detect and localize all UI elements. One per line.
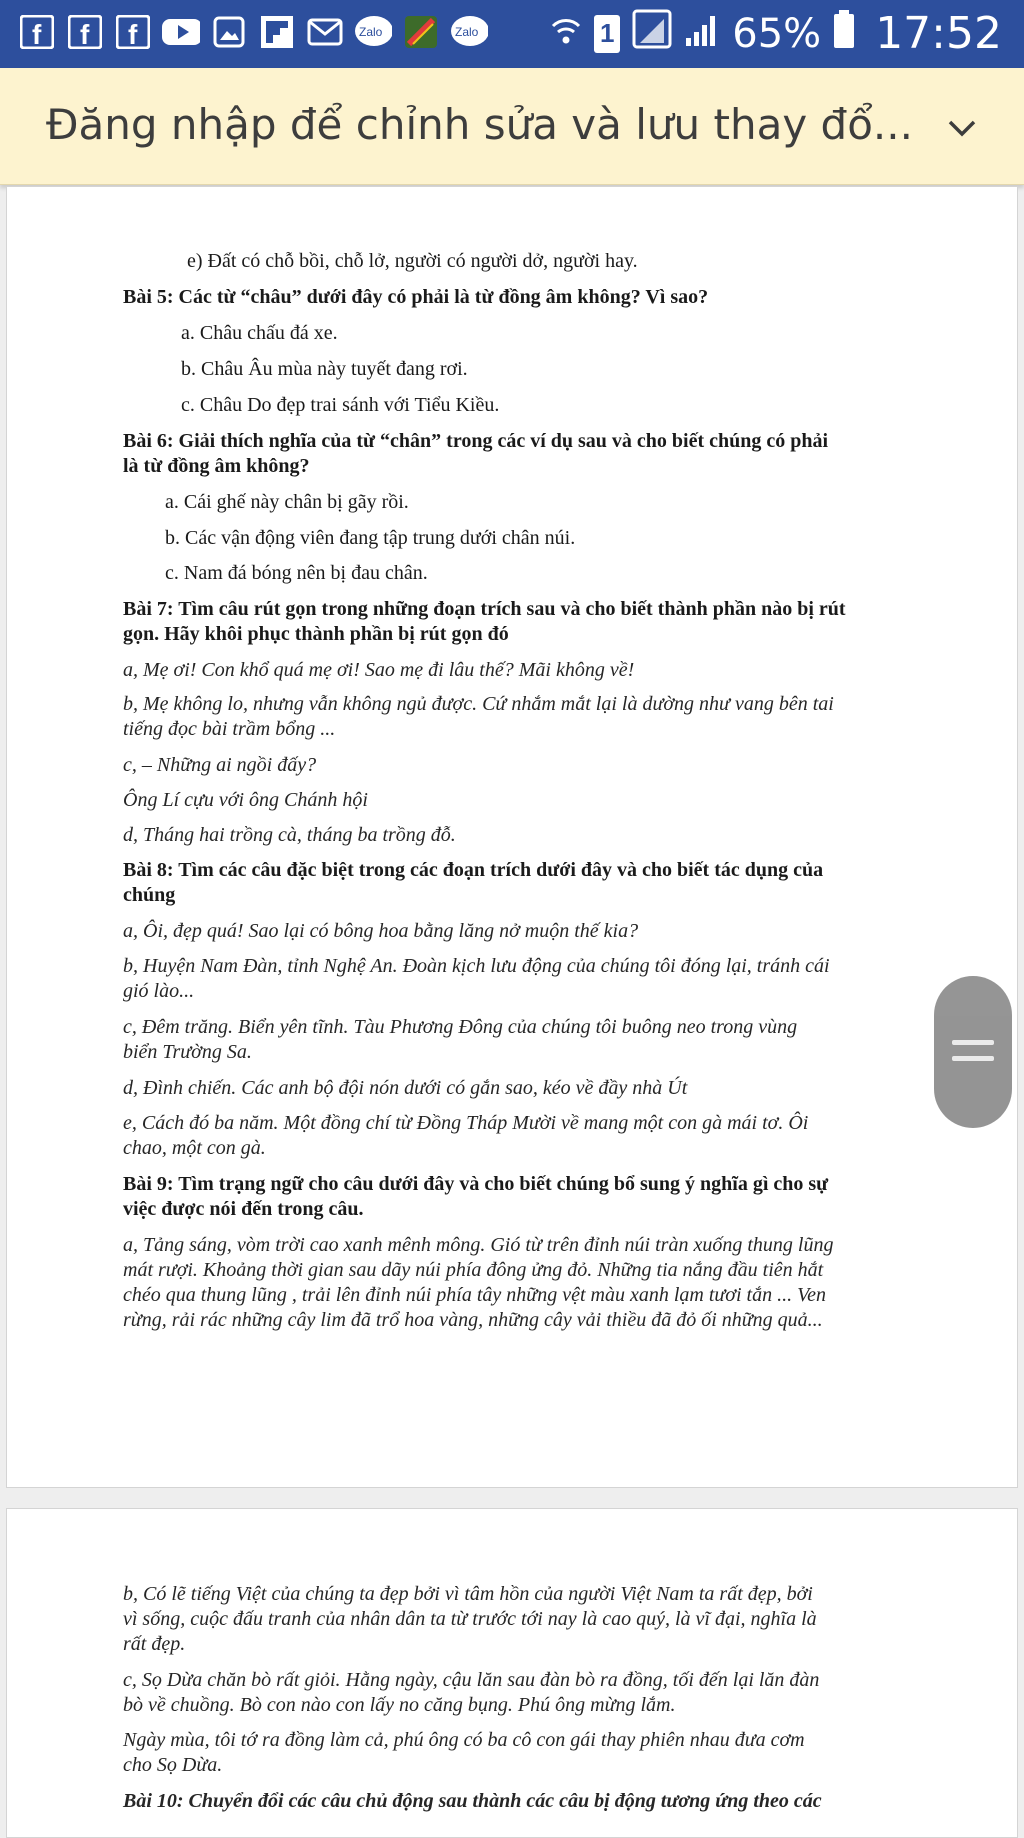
heading-bai-9: Bài 9: Tìm trạng ngữ cho câu dưới đây và cho biết chúng bổ sung ý nghĩa gì cho sự [123,1173,829,1195]
excerpt-line: a, Ôi, đẹp quá! Sao lại có bông hoa bằng lăng nở muộn thế kia? [123,920,639,942]
scroll-handle[interactable] [934,976,1012,1128]
line-e: e) Đất có chỗ bồi, chỗ lở, người có người dở, người hay. [187,250,638,272]
excerpt-line: e, Cách đó ba năm. Một đồng chí từ Đồng Tháp Mười về mang một con gà mái tơ. Ôi [123,1112,809,1134]
clock: 17:52 [875,8,1002,59]
heading-bai-8-cont: chúng [123,884,176,906]
heading-bai-5: Bài 5: Các từ “châu” dưới đây có phải là từ đồng âm không? Vì sao? [123,286,709,308]
list-item: c. Châu Do đẹp trai sánh với Tiểu Kiều. [181,394,500,416]
app-icon [402,12,440,52]
system-status [550,8,1002,59]
excerpt-line: tiếng đọc bài trầm bổng ... [123,718,336,740]
list-item: a. Cái ghế này chân bị gãy rồi. [165,491,409,513]
excerpt-line: vì sống, cuộc đấu tranh của nhân dân ta từ trước tới nay là cao quý, là vĩ đại, nghĩa là [123,1608,817,1630]
zalo-icon [450,12,488,52]
gmail-icon [306,12,344,52]
excerpt-line: rất đẹp. [123,1633,186,1655]
excerpt-line: Ông Lí cựu với ông Chánh hội [123,789,368,811]
list-item: a. Châu chấu đá xe. [181,322,338,344]
facebook-icon [66,12,104,52]
heading-bai-6: Bài 6: Giải thích nghĩa của từ “chân” trong các ví dụ sau và cho biết chúng có phải [123,430,829,452]
list-item: c. Nam đá bóng nên bị đau chân. [165,562,428,584]
excerpt-line: bò về chuồng. Bò con nào con lấy no căng bụng. Phú ông mừng lắm. [123,1694,676,1716]
excerpt-line: gió lào... [123,980,195,1002]
excerpt-line: chao, một con gà. [123,1137,266,1159]
heading-bai-7-cont: gọn. Hãy khôi phục thành phần bị rút gọn đó [123,623,509,645]
excerpt-line: c, – Những ai ngồi đấy? [123,754,317,776]
sim-icon: 1 [594,15,620,53]
excerpt-line: a, Mẹ ơi! Con khổ quá mẹ ơi! Sao mẹ đi lâu thế? Mãi không về! [123,659,635,681]
battery-percent: 65% [732,10,822,57]
list-item: b. Châu Âu mùa này tuyết đang rơi. [181,358,468,380]
facebook-icon [114,12,152,52]
heading-bai-10: Bài 10: Chuyển đổi các câu chủ động sau thành các câu bị động tương ứng theo các [123,1790,822,1812]
banner-text: Đăng nhập để chỉnh sửa và lưu thay đổ... [46,100,913,149]
svg-text:Zalo: Zalo [455,25,479,39]
excerpt-line: b, Có lẽ tiếng Việt của chúng ta đẹp bởi vì tâm hồn của người Việt Nam ta rất đẹp, bởi [123,1583,813,1605]
login-banner[interactable] [0,68,1024,185]
document-page [6,186,1018,1488]
excerpt-line: b, Huyện Nam Đàn, tỉnh Nghệ An. Đoàn kịch lưu động của chúng tôi đóng lại, tránh cái [123,955,830,977]
excerpt-line: cho Sọ Dừa. [123,1754,223,1776]
excerpt-line: c, Đêm trăng. Biển yên tĩnh. Tàu Phương Đông của chúng tôi buông neo trong vùng [123,1016,798,1038]
excerpt-line: c, Sọ Dừa chăn bò rất giỏi. Hằng ngày, cậu lăn sau đàn bò ra đồng, tối đến lại lăn đàn [123,1669,820,1691]
notification-icons [18,12,488,52]
excerpt-line: a, Tảng sáng, vòm trời cao xanh mênh mông. Gió từ trên đỉnh núi tràn xuống thung lũng [123,1234,834,1256]
excerpt-line: d, Tháng hai trồng cà, tháng ba trồng đỗ. [123,824,456,846]
battery-icon [833,9,855,59]
document-page [6,1508,1018,1838]
heading-bai-7: Bài 7: Tìm câu rút gọn trong những đoạn trích sau và cho biết thành phần nào bị rút [123,598,846,620]
youtube-icon [162,12,200,52]
excerpt-line: b, Mẹ không lo, nhưng vẫn không ngủ được. Cứ nhắm mắt lại là dường như vang bên tai [123,693,834,715]
excerpt-line: Ngày mùa, tôi tớ ra đồng làm cả, phú ông có ba cô con gái thay phiên nhau đưa cơm [123,1729,805,1751]
excerpt-line: chéo qua thung lũng , trải lên đỉnh núi phía tây những vệt màu xanh lạm tươi tắn ... Ven [123,1284,826,1306]
excerpt-line: rừng, rải rác những cây lim đã trổ hoa vàng, những cây vải thiều đã đỏ ối những quả... [123,1309,823,1331]
signal-sim2-icon [684,9,720,58]
flipboard-icon [258,12,296,52]
heading-bai-8: Bài 8: Tìm các câu đặc biệt trong các đoạn trích dưới đây và cho biết tác dụng của [123,859,824,881]
heading-bai-6-cont: là từ đồng âm không? [123,455,310,477]
zalo-icon [354,12,392,52]
wifi-icon [550,9,582,58]
excerpt-line: mát rượi. Khoảng thời gian sau dãy núi phía đông ửng đỏ. Những tia nắng đầu tiên hắt [123,1259,824,1281]
heading-bai-9-cont: việc được nói đến trong câu. [123,1198,364,1220]
excerpt-line: biển Trường Sa. [123,1041,252,1063]
chevron-down-icon[interactable] [942,108,982,148]
grip-line [952,1056,994,1061]
svg-text:f: f [32,19,42,49]
facebook-icon [18,12,56,52]
status-bar [0,0,1024,68]
svg-text:f: f [80,19,90,49]
grip-line [952,1040,994,1045]
gallery-icon [210,12,248,52]
svg-text:Zalo: Zalo [359,25,383,39]
svg-text:f: f [128,19,138,49]
signal-sim1-icon [632,9,672,59]
excerpt-line: d, Đình chiến. Các anh bộ đội nón dưới có gắn sao, kéo về đầy nhà Út [123,1077,688,1099]
list-item: b. Các vận động viên đang tập trung dưới chân núi. [165,527,576,549]
